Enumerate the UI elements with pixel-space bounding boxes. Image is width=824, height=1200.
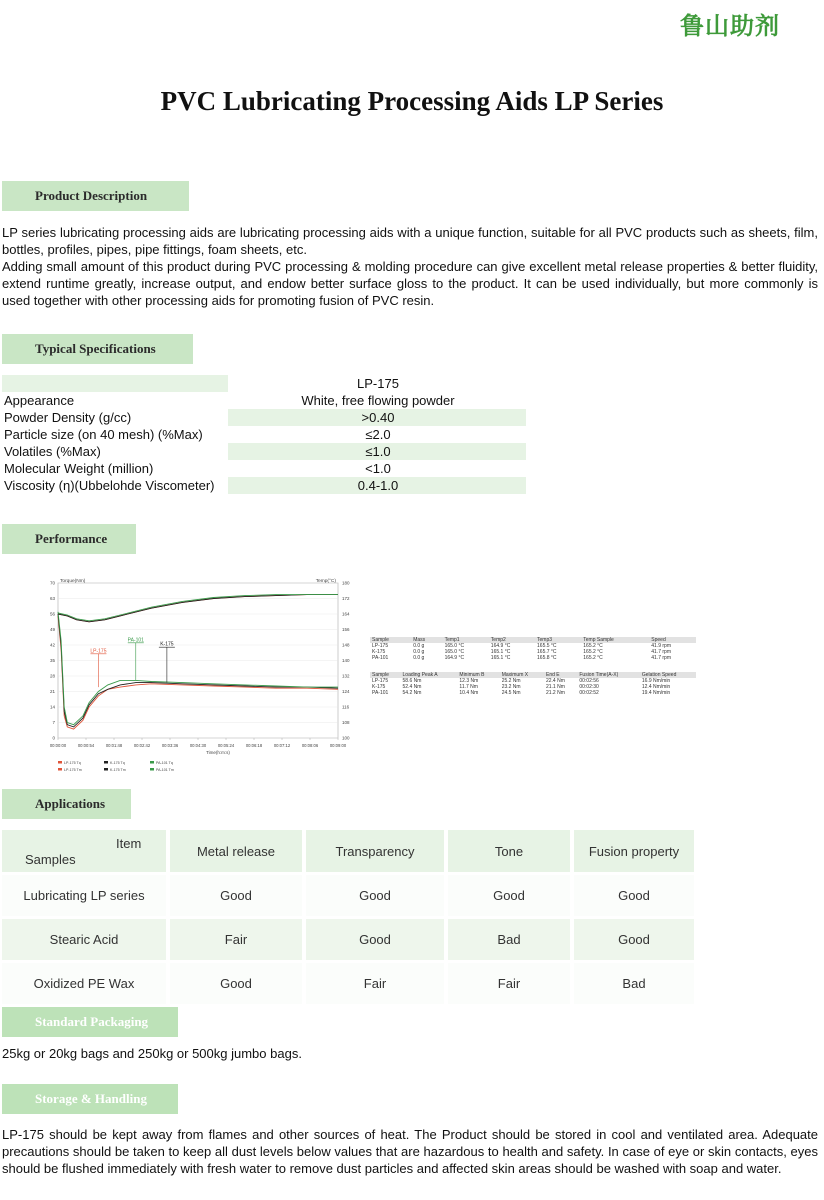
spec-row	[2, 426, 526, 443]
data-table-cell: 52.4 Nm	[402, 684, 422, 690]
data-table-cell: Sample	[370, 672, 401, 678]
legend-swatch	[150, 761, 154, 764]
applications-sample: Lubricating LP series	[2, 875, 170, 919]
applications-column-header: Transparency	[306, 830, 448, 875]
data-table-row	[370, 690, 696, 696]
brand-logo: 鲁山助剂	[680, 12, 780, 40]
x-tick-label: 00:00:54	[77, 743, 95, 748]
y2-tick-label: 124	[342, 689, 350, 694]
applications-cell: Good	[306, 919, 448, 963]
chart-series-line	[58, 612, 338, 725]
data-table-cell: 165.1 °C	[490, 649, 511, 655]
data-table-cell: 165.5 °C	[537, 643, 557, 649]
spec-key: Powder Density (g/cc)	[2, 409, 228, 426]
y2-axis-label: Temp(°C)	[315, 579, 336, 584]
spec-row	[2, 460, 526, 477]
data-table-cell: End E	[544, 672, 577, 678]
data-table-cell: 165.0 °C	[444, 643, 465, 649]
applications-header-row	[2, 830, 698, 875]
x-axis-label: Time(h:m:s)	[206, 750, 230, 755]
data-table-cell: Temp1	[443, 637, 489, 643]
x-tick-label: 00:08:06	[301, 743, 319, 748]
applications-row	[2, 919, 698, 963]
data-table-cell: Temp2	[489, 637, 535, 643]
chart-grid	[58, 583, 338, 740]
spec-value: >0.40	[228, 409, 526, 426]
data-table-cell: 54.2 Nm	[402, 690, 422, 696]
applications-table	[2, 830, 698, 1007]
applications-corner-cell	[2, 830, 170, 875]
section-header-packaging: Standard Packaging	[2, 1007, 178, 1037]
data-table-cell: 165.2 °C	[583, 643, 603, 649]
data-table-cell: 22.4 Nm	[545, 678, 565, 684]
data-table-cell: LP-175	[372, 643, 389, 649]
data-table-cell: 23.2 Nm	[501, 684, 521, 690]
data-table-cell: LP-175	[372, 678, 389, 684]
y-tick-label: 7	[52, 720, 55, 725]
data-table-cell: 11.7 Nm	[459, 684, 478, 690]
annotation-label: K-175	[160, 641, 174, 648]
data-table-cell: 16.9 Nm/min	[641, 678, 671, 684]
spec-key: Volatiles (%Max)	[2, 443, 228, 460]
legend-swatch	[104, 761, 108, 764]
storage-text: LP-175 should be kept away from flames and other sources of heat. The Product should be stored in cool and ventilated area. Adequate precautions should be taken to keep all dust levels below values that are hazardous to health and safety. In case of eye or skin contacts, eyes should be flushed immediately with fresh water to remove dust particles and affected skin areas should be washed with soap and water.	[2, 1127, 818, 1176]
x-tick-label: 00:00:00	[49, 743, 67, 748]
section-header-applications: Applications	[2, 789, 131, 819]
data-table-cell: 0.0 g	[413, 649, 425, 655]
data-table-cell: Gelation Speed	[640, 672, 696, 678]
spec-table	[2, 375, 526, 494]
data-table-cell: Maximum X	[500, 672, 544, 678]
data-table-cell: 58.6 Nm	[402, 678, 422, 684]
applications-cell: Good	[306, 875, 448, 919]
applications-cell: Good	[448, 875, 574, 919]
data-table-cell: 21.2 Nm	[545, 690, 565, 696]
applications-sample: Oxidized PE Wax	[2, 963, 170, 1007]
data-table-cell: 165.2 °C	[583, 655, 603, 661]
data-table-cell: 165.7 °C	[537, 649, 557, 655]
data-table-cell: 165.1 °C	[490, 655, 511, 661]
data-table-row	[370, 655, 696, 661]
spec-row	[2, 477, 526, 494]
spec-value: <1.0	[365, 461, 391, 476]
data-table-cell: 00:02:56	[579, 678, 599, 684]
legend-label: LP-175 Tq	[64, 761, 81, 765]
data-table-cell: 41.7 rpm	[651, 655, 671, 661]
y-tick-label: 70	[49, 580, 55, 586]
data-table-cell: 0.0 g	[413, 643, 425, 649]
data-table-cell: Speed	[649, 637, 696, 643]
corner-samples-label: Samples	[25, 852, 76, 867]
applications-column-header: Fusion property	[574, 830, 698, 875]
data-table-cell: Temp Sample	[581, 637, 649, 643]
applications-cell: Good	[170, 963, 306, 1007]
y2-tick-label: 164	[342, 611, 350, 617]
x-tick-label: 00:09:00	[329, 743, 347, 748]
chart-data-table-2	[370, 672, 696, 696]
spec-row	[2, 409, 526, 426]
chart-labels-group	[50, 578, 350, 772]
y2-tick-label: 132	[342, 673, 350, 679]
data-table-cell: 10.4 Nm	[459, 690, 479, 696]
applications-cell: Fair	[448, 963, 574, 1007]
spec-header-blank	[2, 375, 228, 392]
y-tick-label: 14	[49, 704, 55, 710]
chart-series-line	[58, 614, 338, 727]
data-table-cell: 41.9 rpm	[651, 643, 671, 649]
data-table-cell: 41.7 rpm	[651, 649, 671, 655]
applications-cell: Fair	[306, 963, 448, 1007]
data-table-cell: 25.2 Nm	[501, 678, 521, 684]
data-table-cell: 165.0 °C	[444, 649, 465, 655]
y-tick-label: 63	[49, 596, 55, 601]
x-tick-label: 00:07:12	[273, 743, 291, 748]
section-header-performance: Performance	[2, 524, 136, 554]
data-table-cell: Minimum B	[457, 672, 499, 678]
y-tick-label: 49	[49, 627, 55, 632]
section-header-description: Product Description	[2, 181, 189, 211]
data-table-cell: 21.1 Nm	[545, 684, 565, 690]
data-table-cell: Loading Peak A	[401, 672, 458, 678]
spec-value: 0.4-1.0	[228, 477, 526, 494]
applications-column-header: Tone	[448, 830, 574, 875]
data-table-cell: 12.4 Nm/min	[641, 684, 671, 690]
legend-label: K-175 Tq	[110, 761, 125, 765]
spec-value: ≤1.0	[228, 443, 526, 460]
legend-swatch	[150, 768, 154, 771]
applications-cell: Good	[574, 919, 698, 963]
y2-tick-label: 116	[342, 704, 350, 710]
y-tick-label: 42	[49, 642, 55, 648]
y-tick-label: 35	[49, 658, 55, 663]
data-table-cell: 164.9 °C	[444, 655, 465, 661]
applications-cell: Good	[574, 875, 698, 919]
data-table-cell: K-175	[372, 649, 386, 655]
data-table-cell: 24.5 Nm	[501, 690, 521, 696]
spec-key: Particle size (on 40 mesh) (%Max)	[4, 427, 203, 442]
applications-column-header: Metal release	[170, 830, 306, 875]
x-tick-label: 00:06:18	[245, 743, 263, 748]
data-table-cell: 164.9 °C	[490, 643, 511, 649]
chart-series-group	[58, 595, 338, 730]
torque-temperature-chart	[38, 575, 360, 777]
y2-tick-label: 108	[342, 720, 350, 725]
applications-cell: Bad	[574, 963, 698, 1007]
y2-tick-label: 140	[342, 658, 350, 663]
packaging-text: 25kg or 20kg bags and 250kg or 500kg jumbo bags.	[2, 1046, 302, 1061]
description-paragraph-2: Adding small amount of this product during PVC processing & molding procedure can give excellent metal release properties & better fluidity, extend runtime greatly, increase output, and endow better surface gloss to the product. It can be used individually, but more commonly is used together with other processing aids for promoting fusion of PVC resin.	[2, 259, 818, 308]
x-tick-label: 00:01:48	[105, 743, 123, 748]
legend-label: K-175 Tm	[110, 768, 126, 772]
data-table-cell: Temp3	[535, 637, 581, 643]
x-tick-label: 00:03:36	[161, 743, 179, 748]
spec-header-row	[2, 375, 526, 392]
legend-swatch	[58, 768, 62, 771]
spec-row	[2, 392, 526, 409]
spec-value: White, free flowing powder	[301, 393, 455, 408]
spec-key: Appearance	[4, 393, 75, 408]
applications-row	[2, 875, 698, 919]
applications-cell: Good	[170, 875, 306, 919]
x-tick-label: 00:05:24	[217, 743, 235, 748]
section-header-specs: Typical Specifications	[2, 334, 193, 364]
legend-swatch	[58, 761, 62, 764]
corner-item-label: Item	[116, 836, 142, 851]
applications-cell: Fair	[170, 919, 306, 963]
data-table-cell: PA-101	[372, 690, 389, 696]
y-tick-label: 28	[49, 673, 55, 679]
data-table-cell: Mass	[411, 637, 442, 643]
legend-label: PA-101 Tq	[156, 761, 173, 765]
legend-swatch	[104, 768, 108, 771]
y2-tick-label: 148	[342, 642, 350, 648]
data-table-cell: 12.3 Nm	[459, 678, 479, 684]
data-table-cell: 00:02:52	[579, 690, 599, 696]
applications-sample: Stearic Acid	[2, 919, 170, 963]
description-text	[2, 224, 818, 309]
y-axis-label: Torque(Nm)	[60, 579, 86, 584]
x-tick-label: 00:02:42	[133, 743, 151, 748]
y-tick-label: 56	[49, 611, 55, 617]
chart-series-line	[58, 616, 338, 729]
section-header-storage: Storage & Handling	[2, 1084, 178, 1114]
data-table-cell: 00:02:30	[579, 684, 599, 690]
spec-row	[2, 443, 526, 460]
y-tick-label: 0	[52, 735, 55, 741]
data-table-cell: 0.0 g	[413, 655, 425, 661]
chart-data-table-1	[370, 637, 696, 661]
spec-key: Viscosity (η)(Ubbelohde Viscometer)	[2, 477, 228, 494]
annotation-label: PA-101	[127, 637, 144, 644]
page-title: PVC Lubricating Processing Aids LP Series	[160, 86, 664, 116]
data-table-cell: Sample	[370, 637, 411, 643]
spec-header-product: LP-175	[357, 376, 399, 391]
data-table-cell: 165.8 °C	[537, 655, 557, 661]
y2-tick-label: 100	[342, 735, 350, 741]
spec-key: Molecular Weight (million)	[4, 461, 154, 476]
description-paragraph-1: LP series lubricating processing aids are lubricating processing aids with a unique function, suitable for all PVC products such as sheets, film, bottles, profiles, pipes, pipe fittings, foam sheets, etc.	[2, 225, 818, 257]
annotation-label: LP-175	[90, 648, 107, 655]
x-tick-label: 00:04:30	[189, 743, 207, 748]
y2-tick-label: 156	[342, 627, 350, 632]
y2-tick-label: 172	[342, 596, 350, 601]
data-table-cell: 19.4 Nm/min	[641, 690, 671, 696]
legend-label: PA-101 Tm	[156, 768, 174, 772]
applications-cell: Bad	[448, 919, 574, 963]
data-table-cell: K-175	[372, 684, 386, 690]
data-table-cell: Fusion Time(A-X)	[577, 672, 640, 678]
data-table-cell: PA-101	[372, 655, 389, 661]
y-tick-label: 21	[49, 689, 55, 694]
spec-value: ≤2.0	[365, 427, 391, 442]
legend-label: LP-175 Tm	[64, 768, 82, 772]
applications-row	[2, 963, 698, 1007]
data-table-cell: 165.2 °C	[583, 649, 603, 655]
y2-tick-label: 180	[342, 580, 350, 586]
